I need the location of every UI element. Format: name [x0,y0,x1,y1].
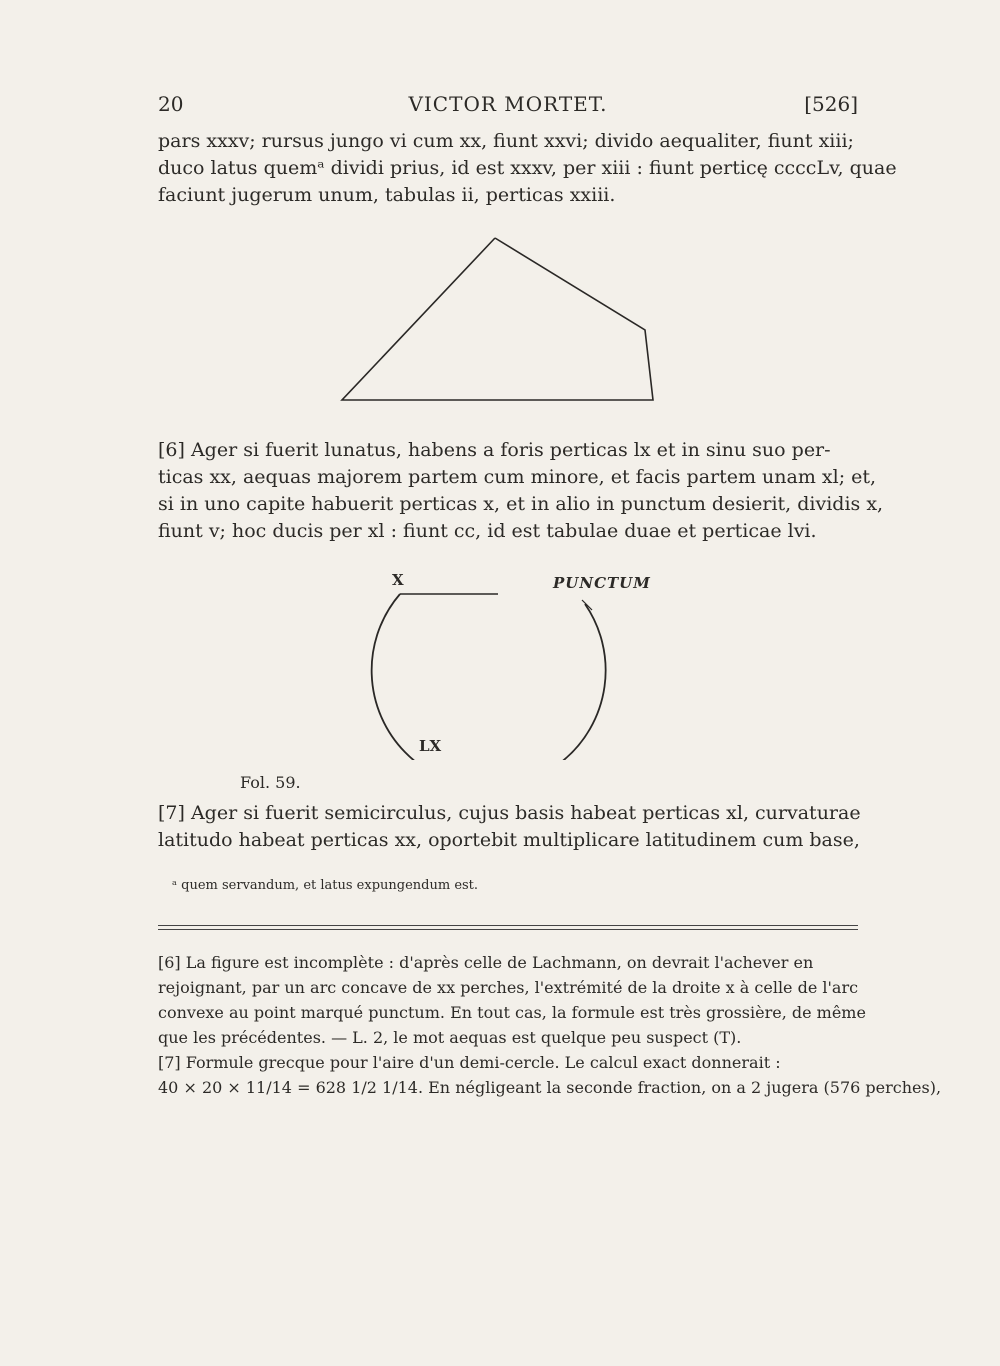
editorial-notes [158,950,942,1100]
text-line: pars xxxv; rursus jungo vi cum xx, fiunt xxvi; divido aequaliter, fiunt xiii; [158,130,854,152]
trapezoid-figure [300,230,700,420]
figure-label-lx: LX [419,737,442,755]
figure-label-punctum: PUNCTUM [553,574,651,592]
note-line: que les précédentes. — L. 2, le mot aequas est quelque peu suspect (T). [158,1028,742,1047]
reference-page: [526] [804,92,858,116]
folio-mark: Fol. 59. [240,773,301,792]
text-line: [6] Ager si fuerit lunatus, habens a foris perticas lx et in sinu suo per- [158,439,831,461]
intro-paragraph [158,128,897,209]
note-line: [7] Formule grecque pour l'aire d'un demi-cercle. Le calcul exact donnerait : [158,1053,781,1072]
text-line: si in uno capite habuerit perticas x, et in alio in punctum desierit, dividis x, [158,493,884,515]
note-line: convexe au point marqué punctum. En tout cas, la formule est très grossière, de même [158,1003,866,1022]
page-header [158,92,858,122]
text-line: latitudo habeat perticas xx, oportebit multiplicare latitudinem cum base, [158,829,860,851]
divider-line [158,925,858,926]
page-number: 20 [158,92,184,116]
figure-label-x: X [392,571,404,589]
section-6-paragraph [158,437,884,545]
text-line: ticas xx, aequas majorem partem cum minore, et facis partem unam xl; et, [158,466,877,488]
note-line: rejoignant, par un arc concave de xx perches, l'extrémité de la droite x à celle de l'arc [158,978,859,997]
trapezoid-shape [342,238,653,400]
note-line: 40 × 20 × 11/14 = 628 1/2 1/14. En négligeant la seconde fraction, on a 2 jugera (576 perches), [158,1078,942,1097]
text-line: [7] Ager si fuerit semicirculus, cujus basis habeat perticas xl, curvaturae [158,802,861,824]
text-line: duco latus quemᵃ dividi prius, id est xxxv, per xiii : fiunt perticę ccccLv, quae [158,157,897,179]
section-7-paragraph [158,800,861,854]
text-line: faciunt jugerum unum, tabulas ii, perticas xxiii. [158,184,616,206]
convex-arc [372,594,606,760]
text-line: fiunt v; hoc ducis per xl : fiunt cc, id est tabulae duae et perticae lvi. [158,520,817,542]
lunate-figure [370,570,670,760]
note-line: [6] La figure est incomplète : d'après celle de Lachmann, on devrait l'achever en [158,953,814,972]
running-title: VICTOR MORTET. [408,92,608,116]
footnote-a: ᵃ quem servandum, et latus expungendum est. [172,878,479,893]
divider-line [158,929,858,930]
